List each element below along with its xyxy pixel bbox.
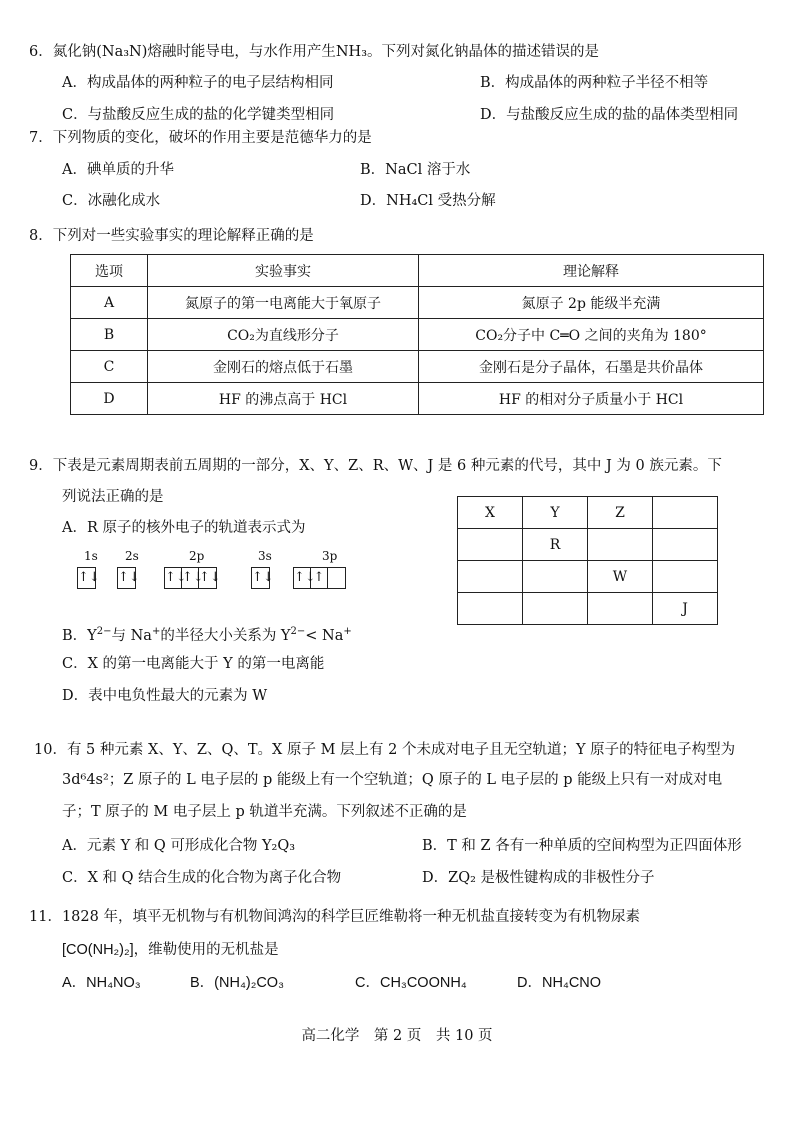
orbital-cell: ↑↓	[165, 568, 182, 588]
table-cell	[458, 529, 523, 561]
table-cell: 氮原子的第一电离能大于氧原子	[148, 287, 419, 319]
q11-stem-line1: 11．1828 年，填平无机物与有机物间鸿沟的科学巨匠维勒将一种无机盐直接转变为有机物尿素	[29, 909, 640, 925]
orbital-cell: ↑↓	[78, 570, 100, 585]
table-cell: D	[71, 383, 148, 415]
q9-b-text: 的半径大小关系为 Y	[160, 627, 291, 644]
table-cell	[588, 529, 653, 561]
q6-option-b: B．构成晶体的两种粒子半径不相等	[480, 75, 709, 91]
q9-b-sup: +	[151, 626, 161, 637]
orbital-box-3p	[293, 567, 346, 589]
table-cell: 氮原子 2p 能级半充满	[419, 287, 764, 319]
q7-option-c: C．冰融化成水	[62, 193, 161, 209]
q10-option-d: D．ZQ₂ 是极性键构成的非极性分子	[422, 870, 655, 886]
table-row	[458, 529, 718, 561]
orbital-box-2s	[117, 567, 140, 589]
table-cell: X	[458, 497, 523, 529]
q6-stem: 6．氮化钠(Na₃N)熔融时能导电，与水作用产生NH₃。下列对氮化钠晶体的描述错误的是	[29, 44, 600, 60]
q7-stem: 7．下列物质的变化，破坏的作用主要是范德华力的是	[29, 130, 372, 146]
table-cell: CO₂为直线形分子	[148, 319, 419, 351]
table-cell	[458, 561, 523, 593]
table-row	[458, 497, 718, 529]
q9-b-text: B．Y	[62, 627, 97, 644]
table-cell: A	[71, 287, 148, 319]
table-row	[71, 287, 764, 319]
q9-stem-line2: 列说法正确的是	[62, 489, 164, 505]
table-row	[71, 319, 764, 351]
q10-stem-line2: 3d⁶4s²；Z 原子的 L 电子层的 p 能级上有一个空轨道；Q 原子的 L 电子层的 p 能级上只有一对成对电	[62, 772, 723, 788]
orbital-label-3p: 3p	[322, 549, 338, 563]
q11-option-a: A．NH₄NO₃	[62, 975, 141, 991]
q9-b-text: < Na	[305, 627, 344, 644]
page-footer: 高二化学 第 2 页 共 10 页	[301, 1028, 493, 1044]
q10-stem-line1: 10．有 5 种元素 X、Y、Z、Q、T。X 原子 M 层上有 2 个未成对电子且无空轨道；Y 原子的特征电子构型为	[34, 742, 736, 758]
q9-stem-line1: 9．下表是元素周期表前五周期的一部分，X、Y、Z、R、W、J 是 6 种元素的代号，其中 J 为 0 族元素。下	[29, 458, 722, 474]
table-cell: CO₂分子中 C═O 之间的夹角为 180°	[419, 319, 764, 351]
table-cell: Y	[523, 497, 588, 529]
orbital-cell: ↑↓	[199, 570, 221, 585]
table-cell: W	[588, 561, 653, 593]
q8-stem: 8．下列对一些实验事实的理论解释正确的是	[29, 228, 314, 244]
q9-option-a: A．R 原子的核外电子的轨道表示式为	[62, 520, 306, 536]
q9-option-d: D．表中电负性最大的元素为 W	[62, 688, 268, 704]
orbital-box-3s	[251, 567, 274, 589]
q11-option-d: D．NH₄CNO	[517, 975, 602, 991]
q9-b-sup: +	[343, 626, 352, 637]
q6-option-c: C．与盐酸反应生成的盐的化学键类型相同	[62, 107, 335, 123]
table-cell	[458, 593, 523, 625]
table-cell	[588, 593, 653, 625]
orbital-label-3s: 3s	[258, 549, 272, 563]
table-cell	[523, 561, 588, 593]
table-cell: HF 的相对分子质量小于 HCl	[419, 383, 764, 415]
orbital-label-2s: 2s	[125, 549, 139, 563]
orbital-cell: ↑↓	[118, 570, 140, 585]
q9-b-sup: 2−	[290, 626, 306, 637]
table-header-row	[71, 255, 764, 287]
orbital-label-1s: 1s	[84, 549, 98, 563]
orbital-box-2p	[164, 567, 221, 589]
q8-table	[70, 254, 764, 415]
table-header-cell: 理论解释	[419, 255, 764, 287]
q10-option-a: A．元素 Y 和 Q 可形成化合物 Y₂Q₃	[62, 838, 296, 854]
table-cell	[653, 497, 718, 529]
table-row	[71, 383, 764, 415]
q6-option-d: D．与盐酸反应生成的盐的晶体类型相同	[480, 107, 739, 123]
q11-stem-line2: [CO(NH₂)₂]，维勒使用的无机盐是	[62, 942, 279, 958]
table-cell: Z	[588, 497, 653, 529]
table-cell	[523, 593, 588, 625]
table-cell: HF 的沸点高于 HCl	[148, 383, 419, 415]
q9-option-c: C．X 的第一电离能大于 Y 的第一电离能	[62, 656, 325, 672]
orbital-cell: ↑	[311, 568, 328, 588]
table-header-cell: 选项	[71, 255, 148, 287]
table-cell: C	[71, 351, 148, 383]
table-cell: J	[653, 593, 718, 625]
periodic-table-fragment	[457, 496, 718, 625]
q10-stem-line3: 子；T 原子的 M 电子层上 p 轨道半充满。下列叙述不正确的是	[62, 804, 467, 820]
orbital-cell: ↑↓	[182, 568, 199, 588]
orbital-box-1s	[77, 567, 100, 589]
table-header-cell: 实验事实	[148, 255, 419, 287]
table-cell: 金刚石是分子晶体，石墨是共价晶体	[419, 351, 764, 383]
q10-option-c: C．X 和 Q 结合生成的化合物为离子化合物	[62, 870, 342, 886]
q6-option-a: A．构成晶体的两种粒子的电子层结构相同	[62, 75, 334, 91]
q9-b-sup: 2−	[96, 626, 112, 637]
table-cell	[653, 529, 718, 561]
table-cell: 金刚石的熔点低于石墨	[148, 351, 419, 383]
table-cell: R	[523, 529, 588, 561]
q9-b-text: 与 Na	[111, 627, 152, 644]
q7-option-a: A．碘单质的升华	[62, 162, 174, 178]
q11-option-c: C．CH₃COONH₄	[355, 975, 467, 991]
orbital-cell: ↑↓	[252, 570, 274, 585]
orbital-cell: ↑↓	[294, 568, 311, 588]
q7-option-d: D．NH₄Cl 受热分解	[360, 193, 496, 209]
q11-option-b: B．(NH₄)₂CO₃	[190, 975, 284, 991]
table-row	[71, 351, 764, 383]
orbital-label-2p: 2p	[189, 549, 205, 563]
table-cell: B	[71, 319, 148, 351]
table-cell	[653, 561, 718, 593]
table-row	[458, 593, 718, 625]
orbital-cell	[328, 568, 345, 588]
q9-option-b	[62, 622, 352, 646]
table-row	[458, 561, 718, 593]
q7-option-b: B．NaCl 溶于水	[360, 162, 471, 178]
q10-option-b: B．T 和 Z 各有一种单质的空间构型为正四面体形	[422, 838, 742, 854]
